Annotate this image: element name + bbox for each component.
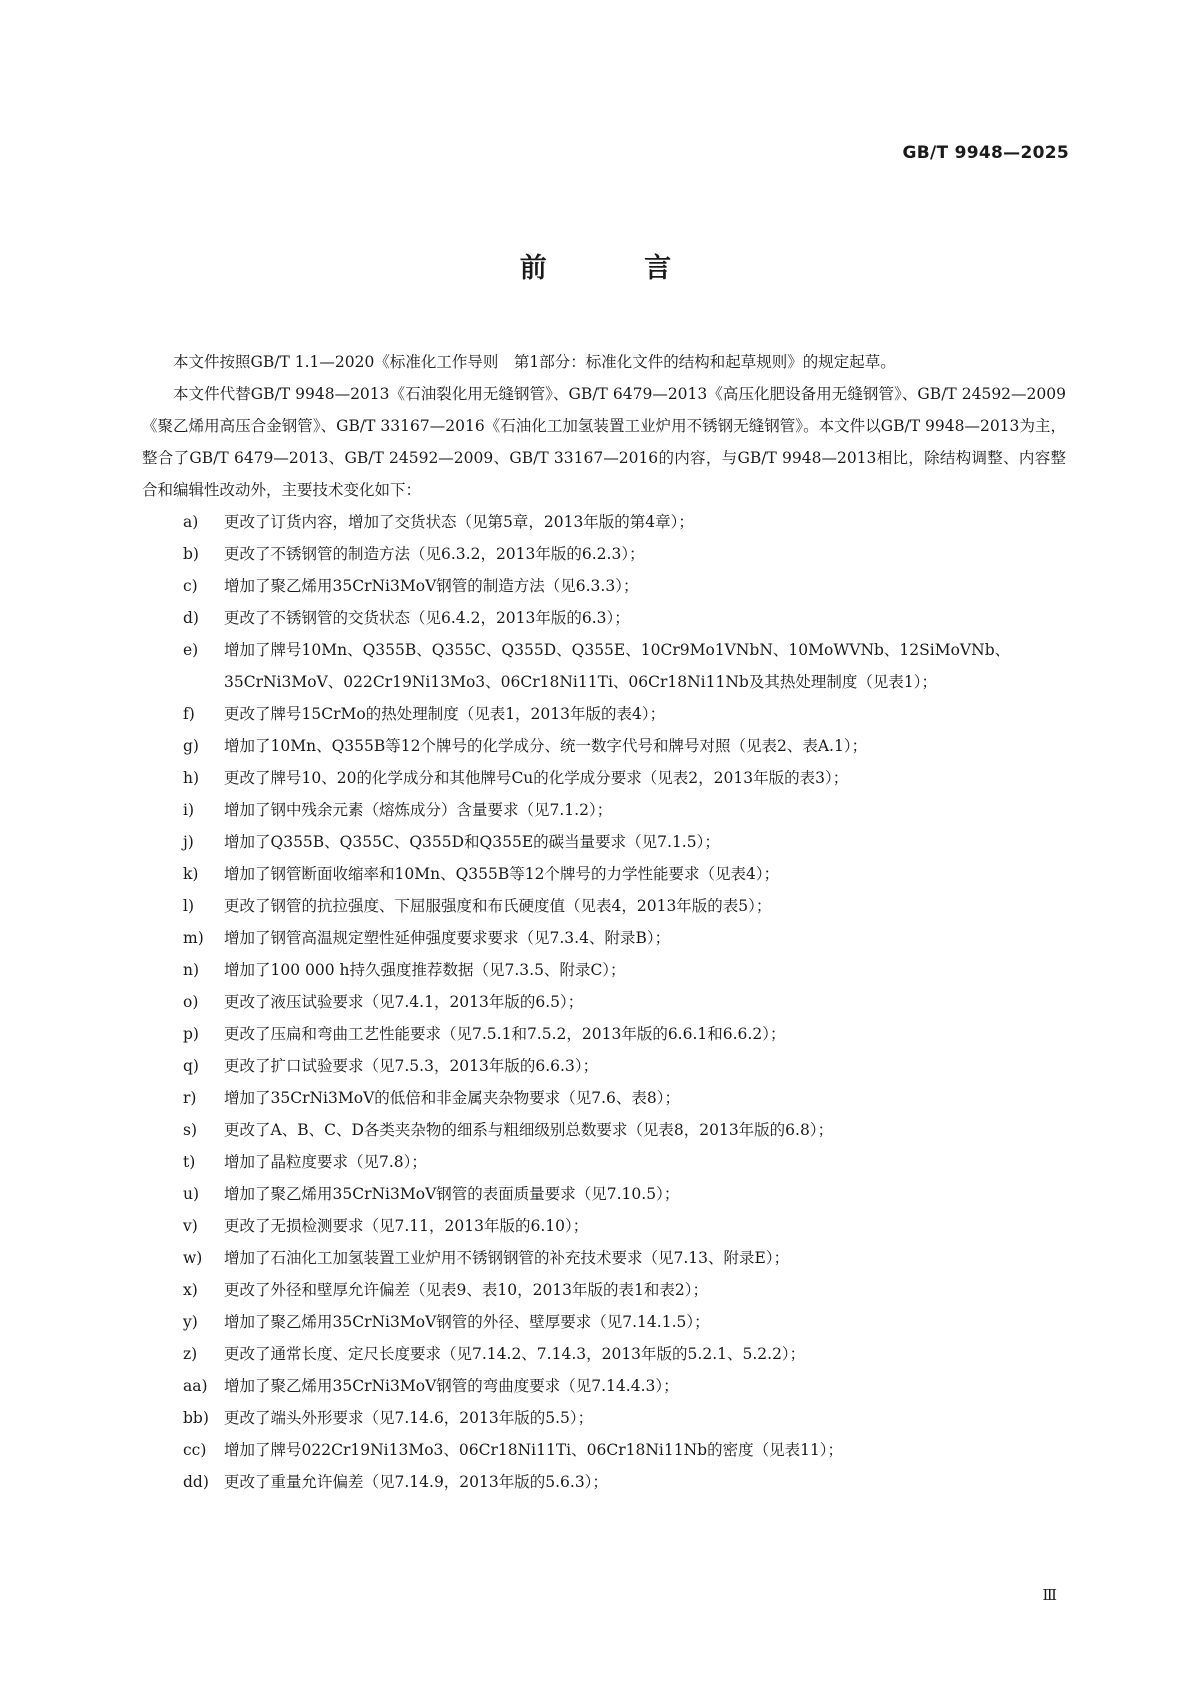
list-item <box>142 538 1066 570</box>
list-item-text: 增加了10Mn、Q355B等12个牌号的化学成分、统一数字代号和牌号对照（见表2、表A.1）； <box>224 737 868 755</box>
list-item-marker: g) <box>183 737 199 755</box>
list-item-text: 更改了牌号10、20的化学成分和其他牌号Cu的化学成分要求（见表2，2013年版的表3）； <box>224 769 849 787</box>
list-item-text: 更改了液压试验要求（见7.4.1，2013年版的6.5）； <box>224 993 584 1011</box>
list-item-marker: w) <box>183 1249 203 1267</box>
list-item-marker: x) <box>183 1281 198 1299</box>
list-item <box>142 986 1066 1018</box>
list-item-marker: p) <box>183 1025 199 1043</box>
intro-paragraph-1: 本文件按照GB/T 1.1—2020《标准化工作导则 第1部分：标准化文件的结构和起草规则》的规定起草。 <box>173 353 896 371</box>
list-item-marker: cc) <box>183 1441 207 1459</box>
list-item-text: 增加了钢中残余元素（熔炼成分）含量要求（见7.1.2）； <box>224 801 613 819</box>
list-item <box>142 826 1066 858</box>
list-item <box>142 1242 1066 1274</box>
list-item <box>142 1082 1066 1114</box>
list-item-marker: j) <box>183 833 194 851</box>
list-item <box>142 1178 1066 1210</box>
list-item <box>142 762 1066 794</box>
list-item <box>142 730 1066 762</box>
list-item-text: 增加了聚乙烯用35CrNi3MoV钢管的弯曲度要求（见7.14.4.3）； <box>224 1377 679 1395</box>
list-item-text: 增加了Q355B、Q355C、Q355D和Q355E的碳当量要求（见7.1.5）； <box>224 833 720 851</box>
list-item-marker: l) <box>183 897 195 915</box>
list-item-text: 更改了不锈钢管的制造方法（见6.3.2，2013年版的6.2.3）； <box>224 545 645 563</box>
list-item <box>142 1050 1066 1082</box>
list-item-marker: s) <box>183 1121 198 1139</box>
list-item <box>142 1306 1066 1338</box>
page-title: 前 言 <box>519 253 716 284</box>
list-item-text: 更改了不锈钢管的交货状态（见6.4.2，2013年版的6.3）； <box>224 609 630 627</box>
standard-number: GB/T 9948—2025 <box>902 143 1069 163</box>
list-item-marker: k) <box>183 865 199 883</box>
list-item-marker: r) <box>183 1089 197 1107</box>
list-item-text: 增加了钢管高温规定塑性延伸强度要求要求（见7.3.4、附录B）； <box>224 929 671 947</box>
list-item-marker: u) <box>183 1185 200 1203</box>
list-item <box>142 858 1066 890</box>
list-item-marker: b) <box>183 545 199 563</box>
intro-paragraph-2: 本文件代替GB/T 9948—2013《石油裂化用无缝钢管》、GB/T 6479—2013《高压化肥设备用无缝钢管》、GB/T 24592—2009《聚乙烯用高压合金钢管》、GB/T 33167—2016《石油化工加氢装置工业炉用不锈钢无缝钢管》。本文件以GB/T 9948—2013为主，整合了GB/T 6479—2013、GB/T 24592—2009、GB/T 33167—2016的内容，与GB/T 9948—2013相比，除结构调整、内容整合和编辑性改动外，主要技术变化如下： <box>142 385 1066 499</box>
list-item-text: 更改了牌号15CrMo的热处理制度（见表1，2013年版的表4）； <box>224 705 666 723</box>
list-item-marker: n) <box>183 961 200 979</box>
list-item <box>142 698 1066 730</box>
list-item-marker: t) <box>183 1153 196 1171</box>
list-item-text: 更改了A、B、C、D各类夹杂物的细系与粗细级别总数要求（见表8，2013年版的6.8）； <box>224 1121 834 1139</box>
page-number: Ⅲ <box>1042 1586 1057 1604</box>
list-item-marker: bb) <box>183 1409 209 1427</box>
list-item <box>142 1402 1066 1434</box>
list-item-text: 更改了钢管的抗拉强度、下屈服强度和布氏硬度值（见表4，2013年版的表5）； <box>224 897 772 915</box>
list-item <box>142 1018 1066 1050</box>
list-item <box>142 954 1066 986</box>
list-item <box>142 570 1066 602</box>
list-item-text: 更改了重量允许偏差（见7.14.9，2013年版的5.6.3）； <box>224 1473 608 1491</box>
list-item-marker: h) <box>183 769 200 787</box>
list-item-marker: z) <box>183 1345 198 1363</box>
list-item <box>142 1434 1066 1466</box>
list-item-text: 增加了钢管断面收缩率和10Mn、Q355B等12个牌号的力学性能要求（见表4）； <box>224 865 780 883</box>
list-item-text: 增加了100 000 h持久强度推荐数据（见7.3.5、附录C）； <box>224 961 626 979</box>
list-item-text: 增加了聚乙烯用35CrNi3MoV钢管的外径、壁厚要求（见7.14.1.5）； <box>224 1313 710 1331</box>
list-item-text: 增加了石油化工加氢装置工业炉用不锈钢钢管的补充技术要求（见7.13、附录E）； <box>224 1249 790 1267</box>
list-item-marker: o) <box>183 993 199 1011</box>
list-item-text: 增加了牌号022Cr19Ni13Mo3、06Cr18Ni11Ti、06Cr18Ni11Nb的密度（见表11）； <box>224 1441 844 1459</box>
list-item-marker: a) <box>183 513 199 531</box>
list-item-marker: c) <box>183 577 198 595</box>
list-item-marker: q) <box>183 1057 199 1075</box>
list-item <box>142 1338 1066 1370</box>
list-item-marker: y) <box>183 1313 198 1331</box>
list-item-text: 增加了35CrNi3MoV的低倍和非金属夹杂物要求（见7.6、表8）； <box>224 1089 681 1107</box>
list-item-text: 更改了订货内容，增加了交货状态（见第5章，2013年版的第4章）； <box>224 513 694 531</box>
list-item <box>142 1466 1066 1498</box>
list-item <box>142 794 1066 826</box>
list-item <box>142 1210 1066 1242</box>
list-item <box>142 1274 1066 1306</box>
list-item-text: 增加了聚乙烯用35CrNi3MoV钢管的表面质量要求（见7.10.5）； <box>224 1185 680 1203</box>
list-item <box>142 506 1066 538</box>
list-item-text: 更改了端头外形要求（见7.14.6，2013年版的5.5）； <box>224 1409 594 1427</box>
list-item <box>142 922 1066 954</box>
list-item-marker: i) <box>183 801 195 819</box>
list-item-marker: v) <box>183 1217 198 1235</box>
list-item-text: 更改了压扁和弯曲工艺性能要求（见7.5.1和7.5.2，2013年版的6.6.1和6.6.2）； <box>224 1025 786 1043</box>
list-item <box>142 1146 1066 1178</box>
list-item <box>142 634 1066 698</box>
technical-changes-list <box>142 506 1066 1498</box>
list-item-marker: e) <box>183 641 199 659</box>
list-item-text: 增加了牌号10Mn、Q355B、Q355C、Q355D、Q355E、10Cr9Mo1VNbN、10MoWVNb、12SiMoVNb、35CrNi3MoV、022Cr19Ni13Mo3、06Cr18Ni11Ti、06Cr18Ni11Nb及其热处理制度（见表1）； <box>224 641 1011 691</box>
list-item-marker: d) <box>183 609 199 627</box>
list-item-text: 更改了通常长度、定尺长度要求（见7.14.2、7.14.3，2013年版的5.2.1、5.2.2）； <box>224 1345 806 1363</box>
preface-body <box>142 346 1066 1498</box>
list-item-text: 更改了外径和壁厚允许偏差（见表9、表10，2013年版的表1和表2）； <box>224 1281 709 1299</box>
list-item <box>142 1114 1066 1146</box>
list-item-marker: dd) <box>183 1473 209 1491</box>
list-item-text: 增加了晶粒度要求（见7.8）； <box>224 1153 427 1171</box>
list-item-text: 更改了扩口试验要求（见7.5.3，2013年版的6.6.3）； <box>224 1057 599 1075</box>
list-item <box>142 890 1066 922</box>
list-item-text: 增加了聚乙烯用35CrNi3MoV钢管的制造方法（见6.3.3）； <box>224 577 639 595</box>
list-item-text: 更改了无损检测要求（见7.11，2013年版的6.10）； <box>224 1217 589 1235</box>
list-item <box>142 602 1066 634</box>
list-item-marker: aa) <box>183 1377 208 1395</box>
list-item-marker: m) <box>183 929 204 947</box>
list-item-marker: f) <box>183 705 195 723</box>
list-item <box>142 1370 1066 1402</box>
